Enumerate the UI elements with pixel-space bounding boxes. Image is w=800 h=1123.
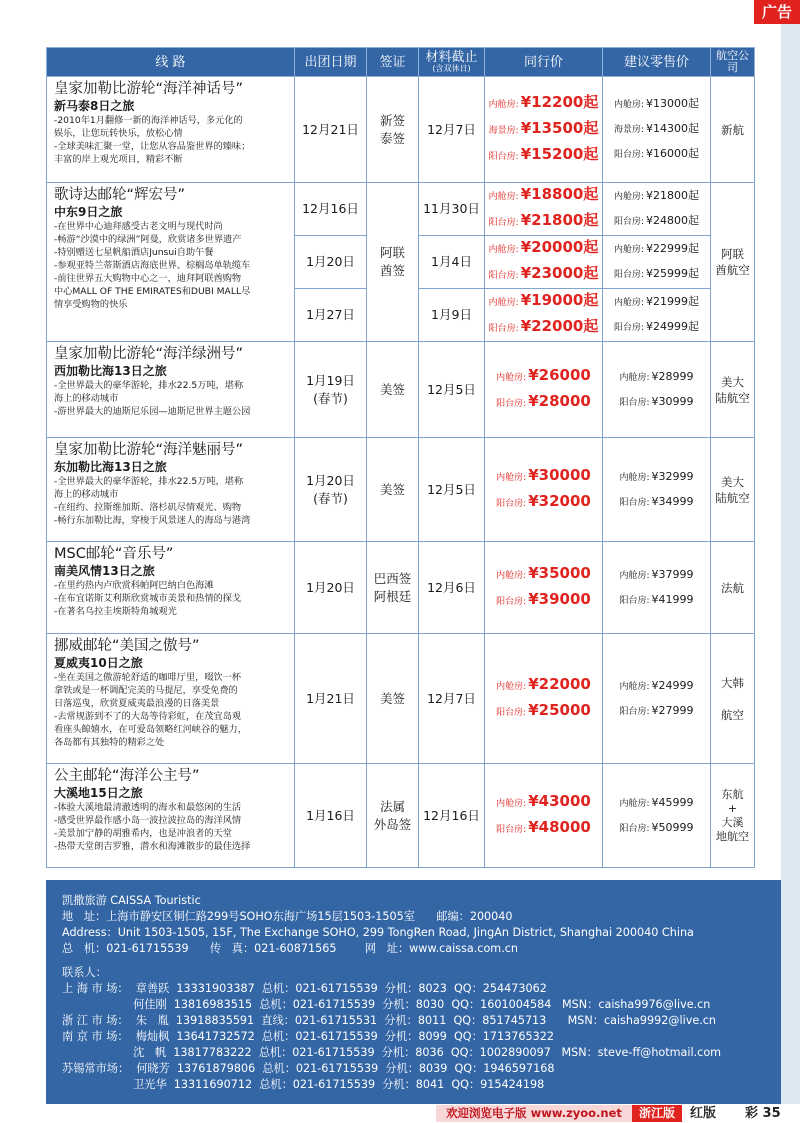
retail-price-cell [603, 634, 711, 764]
price-value: ¥21800起 [520, 211, 599, 229]
airline-cell: 美大 陆航空 [711, 438, 755, 542]
price-label: 阳台房: [619, 595, 650, 606]
deadline-cell: 12月5日 [419, 438, 485, 542]
deadline-cell: 12月7日 [419, 77, 485, 183]
route-subtitle: 新马泰8日之旅 [54, 99, 135, 113]
price-value: ¥28999 [651, 369, 694, 383]
price-label: 阳台房: [488, 151, 519, 162]
price-value: ¥13000起 [646, 97, 700, 110]
retail-price-line [605, 209, 708, 234]
peer-price-line [487, 699, 600, 725]
route-description: -2010年1月翻修一新的海洋神话号，多元化的 娱乐，让您玩转快乐，放松心情 -全球美味汇聚一堂，让您从容品鉴世界的臻味； 丰富的岸上观光项目，精彩不断 [54, 115, 251, 165]
table-row [47, 542, 755, 634]
price-value: ¥19000起 [520, 291, 599, 309]
edition-tag: 浙江版 [632, 1105, 682, 1122]
header-material [419, 48, 485, 77]
price-label: 内舱房: [619, 372, 650, 383]
peer-price-cell [485, 542, 603, 634]
route-subtitle: 夏威夷10日之旅 [54, 656, 143, 670]
retail-price-line [605, 365, 708, 390]
price-label: 阳台房: [496, 498, 527, 509]
route-cell [47, 634, 295, 764]
retail-price-line [605, 816, 708, 841]
peer-price-line [487, 209, 600, 235]
route-title: 皇家加勒比游轮“海洋魅丽号” [54, 442, 244, 458]
price-value: ¥27999 [651, 703, 694, 717]
price-label: 内舱房: [496, 570, 527, 581]
contact-line: 上 海 市 场： 章善跃 13331903387 总机：021-61715539 分机：8023 QQ：254473062 [62, 982, 547, 995]
retail-price-cell [603, 236, 711, 289]
route-title: 挪威邮轮“美国之傲号” [54, 638, 200, 654]
edition-label: 红版 [690, 1106, 717, 1121]
route-cell [47, 183, 295, 342]
peer-price-cell [485, 183, 603, 236]
header-airline: 航空公司 [711, 48, 755, 77]
route-title: 歌诗达邮轮“辉宏号” [54, 187, 186, 203]
route-title: 公主邮轮“海洋公主号” [54, 768, 200, 784]
retail-price-cell [603, 289, 711, 342]
company-name: 凯撒旅游 CAISSA Touristic [62, 894, 201, 907]
peer-price-line [487, 490, 600, 516]
price-value: ¥22999起 [646, 242, 700, 255]
airline-cell: 法航 [711, 542, 755, 634]
departure-date: 12月16日 [295, 183, 367, 236]
route-cell [47, 77, 295, 183]
price-label: 内舱房: [488, 99, 519, 110]
retail-price-line [605, 674, 708, 699]
price-label: 内舱房: [496, 681, 527, 692]
peer-price-line [487, 262, 600, 288]
price-label: 内舱房: [488, 298, 519, 308]
price-label: 阳台房: [496, 596, 527, 607]
departure-date: 1月20日 [295, 542, 367, 634]
price-value: ¥45999 [651, 795, 694, 809]
table-row [47, 77, 755, 183]
price-value: ¥43000 [528, 791, 591, 810]
route-subtitle: 中东9日之旅 [54, 205, 123, 219]
peer-price-cell [485, 77, 603, 183]
route-description: -在里约热内卢欣赏科帕阿巴纳白色海滩 -在布宜诺斯艾利斯欣赏城市美景和热情的探戈 -在著名乌拉圭埃斯特角城观光 [54, 580, 242, 617]
airline-cell: 东航 + 大溪 地航空 [711, 764, 755, 868]
contacts-label: 联系人： [62, 966, 107, 979]
deadline-cell: 12月6日 [419, 542, 485, 634]
table-header-row [47, 48, 755, 77]
route-title: 皇家加勒比游轮“海洋神话号” [54, 81, 244, 97]
price-label: 阳台房: [496, 824, 527, 835]
route-cell [47, 542, 295, 634]
price-value: ¥21800起 [646, 189, 700, 202]
contact-line: 浙 江 市 场： 朱 胤 13918835591 直线：021-61715531 分机：8011 QQ：851745713 MSN：caisha9992@live.cn [62, 1014, 717, 1027]
contact-line: 沈 帆 13817783222 总机：021-61715539 分机：8036 QQ：1002890097 MSN：steve-ff@hotmail.com [62, 1046, 722, 1059]
price-label: 阳台房: [613, 270, 645, 280]
visa-cell: 法属 外岛签 [367, 764, 419, 868]
price-label: 内舱房: [619, 570, 650, 581]
price-label: 内舱房: [613, 192, 645, 202]
header-route: 线 路 [47, 48, 295, 77]
price-label: 海景房: [613, 125, 645, 135]
peer-price-line [487, 588, 600, 614]
price-value: ¥35000 [528, 563, 591, 582]
route-description: -全世界最大的豪华游轮，排水22.5万吨，堪称 海上的移动城市 -游世界最大的迪斯尼乐园—迪斯尼世界主题公园 [54, 380, 251, 417]
retail-price-line [605, 262, 708, 287]
departure-date: 1月27日 [295, 289, 367, 342]
price-label: 阳台房: [619, 823, 650, 834]
peer-price-line [487, 816, 600, 842]
route-description: -坐在美国之傲游轮舒适的咖啡厅里，啜饮一杯 拿铁或是一杯调配完美的马提尼，享受免费的 日落巡曳，欣赏夏威夷最浪漫的日落美景 -去常规游到不了的大岛等待彩虹，在茂宜岛观 看座头鲸嬉水，在可爱岛领略红河峡谷的魅力， 各岛都有其独特的精彩之处 [54, 672, 247, 748]
price-value: ¥50999 [651, 820, 694, 834]
price-label: 阳台房: [619, 706, 650, 717]
peer-price-line [487, 91, 600, 117]
price-label: 阳台房: [613, 217, 645, 227]
peer-price-cell [485, 634, 603, 764]
peer-price-line [487, 562, 600, 588]
header-peer-price: 同行价 [485, 48, 603, 77]
peer-price-line [487, 289, 600, 315]
peer-price-line [487, 117, 600, 143]
price-value: ¥18800起 [520, 185, 599, 203]
price-value: ¥12200起 [520, 92, 599, 111]
peer-price-line [487, 364, 600, 390]
airline-cell: 美大 陆航空 [711, 342, 755, 438]
retail-price-line [605, 791, 708, 816]
retail-price-cell [603, 438, 711, 542]
retail-price-line [605, 490, 708, 515]
price-label: 阳台房: [496, 707, 527, 718]
contact-line: 何佳刚 13816983515 总机：021-61715539 分机：8030 QQ：1601004584 MSN：caisha9976@live.cn [62, 998, 711, 1011]
peer-price-cell [485, 342, 603, 438]
retail-price-line [605, 92, 708, 117]
retail-price-line [605, 315, 708, 340]
header-material-label: 材料截止 [425, 50, 478, 65]
price-label: 阳台房: [619, 497, 650, 508]
header-material-note: (含双休日) [432, 64, 471, 73]
deadline-cell: 12月5日 [419, 342, 485, 438]
peer-price-line [487, 464, 600, 490]
price-value: ¥25999起 [646, 267, 700, 280]
route-description: -全世界最大的豪华游轮，排水22.5万吨，堪称 海上的移动城市 -在纽约、拉斯维加斯、洛杉矶尽情观光、购物 -畅行东加勒比海，穿梭于风景迷人的海岛与港湾 [54, 476, 251, 526]
price-value: ¥24999起 [646, 320, 700, 333]
price-label: 内舱房: [613, 245, 645, 255]
route-cell [47, 342, 295, 438]
contact-line: 卫光华 13311690712 总机：021-61715539 分机：8041 QQ：915424198 [62, 1078, 545, 1091]
price-value: ¥28000 [528, 391, 591, 410]
peer-price-line [487, 390, 600, 416]
departure-date: 1月20日 [295, 236, 367, 289]
retail-price-cell [603, 764, 711, 868]
departure-date: 12月21日 [295, 77, 367, 183]
table-row [47, 764, 755, 868]
peer-price-line [487, 315, 600, 341]
price-value: ¥39000 [528, 589, 591, 608]
deadline-cell: 1月9日 [419, 289, 485, 342]
price-label: 阳台房: [496, 398, 527, 409]
price-label: 内舱房: [613, 298, 645, 308]
price-label: 阳台房: [488, 324, 519, 334]
price-value: ¥22000 [528, 674, 591, 693]
peer-price-cell [485, 289, 603, 342]
retail-price-cell [603, 183, 711, 236]
route-subtitle: 西加勒比海13日之旅 [54, 364, 167, 378]
header-visa: 签证 [367, 48, 419, 77]
price-value: ¥13500起 [520, 118, 599, 137]
route-title: MSC邮轮“音乐号” [54, 546, 174, 562]
price-value: ¥15200起 [520, 144, 599, 163]
peer-price-cell [485, 438, 603, 542]
price-label: 内舱房: [613, 100, 645, 110]
ad-badge: 广告 [754, 0, 800, 24]
welcome-banner: 欢迎浏览电子版 www.zyoo.net [436, 1105, 632, 1122]
peer-price-line [487, 183, 600, 209]
route-subtitle: 南美风情13日之旅 [54, 564, 155, 578]
phone-fax-web: 总 机：021-61715539 传 真：021-60871565 网 址：www.caissa.com.cn [62, 942, 518, 955]
peer-price-line [487, 790, 600, 816]
peer-price-cell [485, 764, 603, 868]
contact-footer [46, 880, 781, 1104]
header-retail-price: 建议零售价 [603, 48, 711, 77]
retail-price-cell [603, 542, 711, 634]
visa-cell: 美签 [367, 342, 419, 438]
price-label: 内舱房: [619, 798, 650, 809]
price-value: ¥24800起 [646, 214, 700, 227]
price-value: ¥23000起 [520, 264, 599, 282]
deadline-cell: 12月16日 [419, 764, 485, 868]
retail-price-cell [603, 342, 711, 438]
retail-price-line [605, 465, 708, 490]
visa-cell: 巴西签 阿根廷 [367, 542, 419, 634]
visa-cell: 阿联 酋签 [367, 183, 419, 342]
price-value: ¥14300起 [646, 122, 700, 135]
price-value: ¥22000起 [520, 317, 599, 335]
price-label: 阳台房: [613, 150, 645, 160]
contact-line: 南 京 市 场： 梅灿枫 13641732572 总机：021-61715539 分机：8099 QQ：1713765322 [62, 1030, 554, 1043]
price-label: 内舱房: [496, 372, 527, 383]
price-value: ¥34999 [651, 494, 694, 508]
retail-price-line [605, 184, 708, 209]
retail-price-line [605, 290, 708, 315]
price-label: 内舱房: [496, 798, 527, 809]
price-value: ¥48000 [528, 817, 591, 836]
airline-cell: 大韩 航空 [711, 634, 755, 764]
price-value: ¥41999 [651, 592, 694, 606]
departure-date: 1月19日 (春节) [295, 342, 367, 438]
peer-price-cell [485, 236, 603, 289]
retail-price-line [605, 237, 708, 262]
price-value: ¥24999 [651, 678, 694, 692]
peer-price-line [487, 673, 600, 699]
right-margin-strip [781, 24, 800, 1104]
table-row [47, 342, 755, 438]
retail-price-line [605, 142, 708, 167]
route-title: 皇家加勒比游轮“海洋绿洲号” [54, 346, 244, 362]
table-row [47, 634, 755, 764]
price-label: 阳台房: [488, 271, 519, 281]
price-value: ¥32999 [651, 469, 694, 483]
visa-cell: 美签 [367, 438, 419, 542]
deadline-cell: 11月30日 [419, 183, 485, 236]
price-value: ¥25000 [528, 700, 591, 719]
price-value: ¥20000起 [520, 238, 599, 256]
route-cell [47, 764, 295, 868]
price-value: ¥26000 [528, 365, 591, 384]
airline-cell: 阿联 酋航空 [711, 183, 755, 342]
retail-price-line [605, 588, 708, 613]
price-label: 内舱房: [619, 472, 650, 483]
address-cn: 地 址：上海市静安区铜仁路299号SOHO东海广场15层1503-1505室 邮编：200040 [62, 910, 513, 923]
table-row [47, 438, 755, 542]
price-label: 内舱房: [488, 192, 519, 202]
retail-price-line [605, 117, 708, 142]
cruise-table-wrap [46, 47, 754, 868]
price-label: 内舱房: [496, 472, 527, 483]
retail-price-line [605, 563, 708, 588]
route-description: -体验大溪地最清澈透明的海水和最悠闲的生活 -感受世界最作感小岛一波拉波拉岛的海洋风情 -美景加宁静的胡雅希内，也是冲浪者的天堂 -热带天堂朗吉罗雅，潜水和海滩散步的最佳选择 [54, 802, 251, 852]
route-subtitle: 东加勒比海13日之旅 [54, 460, 167, 474]
peer-price-line [487, 236, 600, 262]
price-label: 内舱房: [619, 681, 650, 692]
peer-price-line [487, 143, 600, 169]
price-label: 阳台房: [488, 218, 519, 228]
price-value: ¥37999 [651, 567, 694, 581]
deadline-cell: 1月4日 [419, 236, 485, 289]
route-subtitle: 大溪地15日之旅 [54, 786, 143, 800]
route-description: -在世界中心迪拜感受古老文明与现代时尚 -畅游“沙漠中的绿洲”阿曼，欣赏诸多世界遗产 -特别赠送七星帆船酒店Junsui自助午餐 -参观亚特兰蒂斯酒店海底世界、棕榈岛单轨缆车 -前往世界五大购物中心之一，迪拜阿联酋购物 中心MALL OF THE EMIRATES和DUBI MALL尽 情享受购物的快乐 [54, 221, 251, 310]
deadline-cell: 12月7日 [419, 634, 485, 764]
price-label: 海景房: [488, 125, 519, 136]
contact-line: 苏锡常市场： 何晓芳 13761879806 总机：021-61715539 分机：8039 QQ：1946597168 [62, 1062, 555, 1075]
departure-date: 1月20日 (春节) [295, 438, 367, 542]
price-value: ¥30999 [651, 394, 694, 408]
visa-cell: 新签 泰签 [367, 77, 419, 183]
table-row [47, 183, 755, 236]
departure-date: 1月16日 [295, 764, 367, 868]
price-label: 内舱房: [488, 245, 519, 255]
price-value: ¥16000起 [646, 147, 700, 160]
retail-price-line [605, 699, 708, 724]
visa-cell: 美签 [367, 634, 419, 764]
retail-price-line [605, 390, 708, 415]
price-value: ¥30000 [528, 465, 591, 484]
retail-price-cell [603, 77, 711, 183]
address-en: Address：Unit 1503-1505, 15F, The Exchange SOHO, 299 TongRen Road, JingAn District, Shanghai 200040 China [62, 926, 694, 939]
page-number: 彩 35 [745, 1106, 781, 1121]
departure-date: 1月21日 [295, 634, 367, 764]
airline-cell: 新航 [711, 77, 755, 183]
price-value: ¥32000 [528, 491, 591, 510]
cruise-price-table [46, 47, 755, 868]
price-label: 阳台房: [619, 397, 650, 408]
price-value: ¥21999起 [646, 295, 700, 308]
route-cell [47, 438, 295, 542]
price-label: 阳台房: [613, 323, 645, 333]
header-date: 出团日期 [295, 48, 367, 77]
